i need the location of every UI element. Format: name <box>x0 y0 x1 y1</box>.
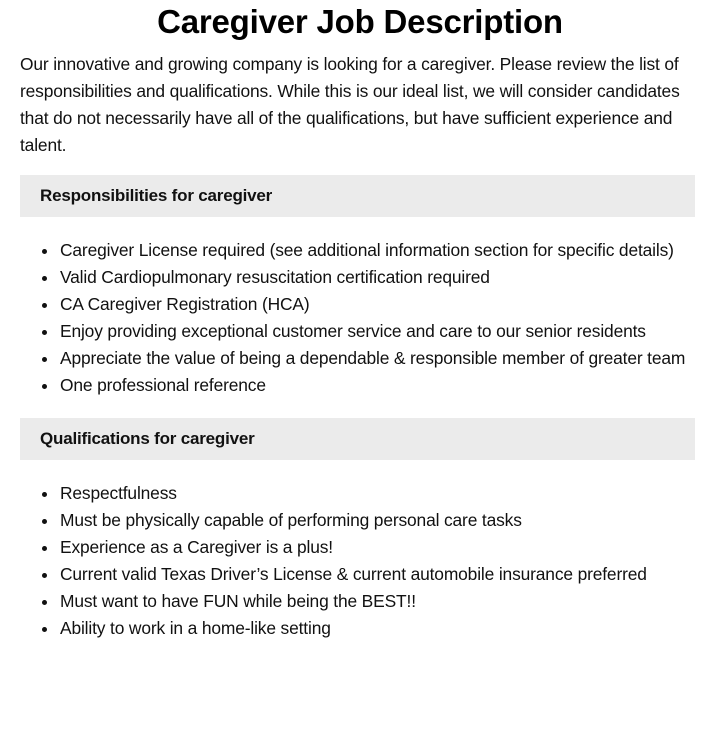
list-item: One professional reference <box>60 372 698 399</box>
list-item: Experience as a Caregiver is a plus! <box>60 534 698 561</box>
responsibilities-header: Responsibilities for caregiver <box>20 175 695 217</box>
list-item: Ability to work in a home-like setting <box>60 615 698 642</box>
page-title: Caregiver Job Description <box>157 3 563 40</box>
responsibilities-list <box>20 237 698 399</box>
list-item: Must want to have FUN while being the BEST!! <box>60 588 698 615</box>
list-item: Appreciate the value of being a dependable & responsible member of greater team <box>60 345 698 372</box>
list-item: CA Caregiver Registration (HCA) <box>60 291 698 318</box>
list-item: Current valid Texas Driver’s License & current automobile insurance preferred <box>60 561 698 588</box>
intro-paragraph: Our innovative and growing company is looking for a caregiver. Please review the list of responsibilities and qualifications. While this is our ideal list, we will consider candidates that do not necessarily have all of the qualifications, but have sufficient experience and talent. <box>20 54 680 155</box>
qualifications-list <box>20 480 698 642</box>
list-item: Valid Cardiopulmonary resuscitation certification required <box>60 264 698 291</box>
list-item: Must be physically capable of performing personal care tasks <box>60 507 698 534</box>
list-item: Respectfulness <box>60 480 698 507</box>
list-item: Caregiver License required (see additional information section for specific details) <box>60 237 698 264</box>
qualifications-header: Qualifications for caregiver <box>20 418 695 460</box>
list-item: Enjoy providing exceptional customer service and care to our senior residents <box>60 318 698 345</box>
